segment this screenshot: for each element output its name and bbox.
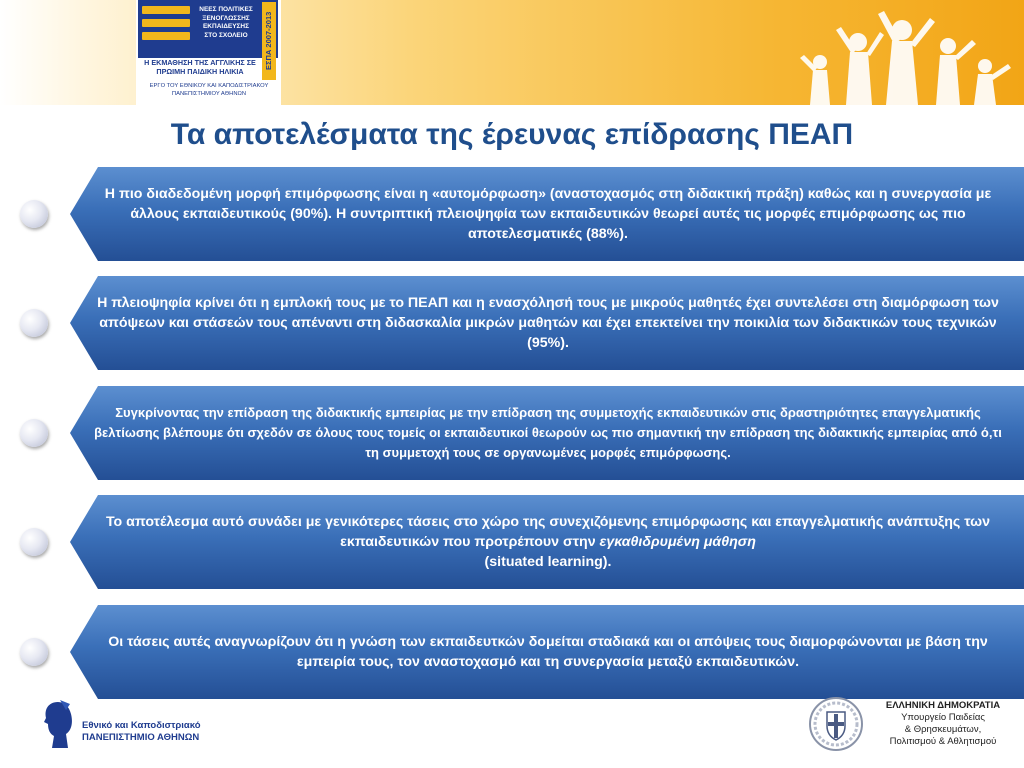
university-name-line: ΠΑΝΕΠΙΣΤΗΜΙΟ ΑΘΗΝΩΝ [82, 732, 200, 743]
bullet-text: Οι τάσεις αυτές αναγνωρίζουν ότι η γνώση των εκπαιδευτκών δομείται σταδιακά και οι απόψεις τους διαμορφώνονται με βάση την εμπειρία τους, τον αναστοχασμό και τη συνεργασία μεταξύ εκπαιδευτικών. [108, 634, 988, 670]
logo-line: ΠΑΝΕΠΙΣΤΗΜΙΟΥ ΑΘΗΝΩΝ [171, 90, 247, 97]
logo-line: ΠΡΩΙΜΗ ΠΑΙΔΙΚΗ ΗΛΙΚΙΑ [156, 67, 244, 76]
list-item [20, 495, 1016, 589]
bullet-text-italic: εγκαθιδρυμένη μάθηση [599, 534, 756, 550]
logo-line: ΞΕΝΟΓΛΩΣΣΗΣ [202, 14, 250, 22]
project-logo-credit [139, 83, 279, 98]
list-item [20, 276, 1016, 370]
bullet-text: Η πλειοψηφία κρίνει ότι η εμπλοκή τους με το ΠΕΑΠ και η ενασχόλησή τους με μικρούς μαθητές έχει συντελέσει στη διαμόρφωση των απόψεων και στάσεών τους απέναντι στη διδασκαλία μικρών μαθητών και έχει επεκτείνει την ποικιλία των διδακτικών τους τεχνικών (95%). [97, 295, 999, 351]
bullet-text: Συγκρίνοντας την επίδραση της διδακτικής εμπειρίας με την επίδραση της συμμετοχής εκπαιδευτικών στις δραστηριότητες επαγγελματικής βελτίωσης βλέπουμε ότι σχεδόν σε όλους τους τομείς οι εκπαιδευτικοί θεωρούν ως πιο σημαντική την επίδραση της διδακτικής εμπειρίας από ό,τι τη συμμετοχή τους σε οργανωμένες μορφές επιμόρφωσης. [94, 405, 1002, 460]
bullet-text [78, 495, 1018, 589]
book-stripes-icon [142, 6, 190, 48]
logo-line: ΕΚΠΑΙΔΕΥΣΗΣ [202, 23, 250, 30]
bullet-text-part: (situated learning). [484, 554, 612, 570]
list-item [20, 386, 1016, 480]
ministry-name-line: Πολιτισμού & Αθλητισμού [889, 736, 997, 747]
logo-line: ΝΕΕΣ ΠΟΛΙΤΙΚΕΣ [199, 6, 253, 13]
logo-line: ΕΡΓΟ ΤΟΥ ΕΘΝΙΚΟΥ ΚΑΙ ΚΑΠΟΔΙΣΤΡΙΑΚΟΥ [149, 83, 269, 89]
athena-head-icon [40, 700, 76, 750]
bullet-text-part: Το αποτέλεσμα αυτό συνάδει με γενικότερες τάσεις στο χώρο της συνεχιζόμενης επιμόρφωσης και επαγγελματικής ανάπτυξης των εκπαιδευτικών που προτρέπουν στην [105, 514, 991, 550]
ministry-name-line: Υπουργείο Παιδείας [901, 712, 985, 723]
logo-line: Η ΕΚΜΑΘΗΣΗ ΤΗΣ ΑΓΓΛΙΚΗΣ ΣΕ [144, 58, 256, 67]
ministry-name [870, 700, 1016, 748]
bullet-dot-icon [20, 200, 48, 228]
project-logo-title [196, 6, 256, 40]
project-logo-subtitle [139, 58, 261, 76]
university-name-line: Εθνικό και Καποδιστριακό [82, 720, 201, 731]
bullet-dot-icon [20, 419, 48, 447]
espa-label: ΕΣΠΑ 2007-2013 [262, 2, 276, 80]
list-item [20, 605, 1016, 699]
children-silhouette-icon [780, 0, 1024, 105]
bullet-dot-icon [20, 638, 48, 666]
list-item [20, 167, 1016, 261]
bullet-dot-icon [20, 528, 48, 556]
page-title: Τα αποτελέσματα της έρευνας επίδρασης ΠΕΑΠ [170, 118, 854, 151]
ministry-name-line: ΕΛΛΗΝΙΚΗ ΔΗΜΟΚΡΑΤΙΑ [885, 700, 1001, 711]
ministry-name-line: & Θρησκευμάτων, [904, 724, 982, 735]
university-logo [40, 700, 240, 750]
university-name [82, 720, 201, 744]
logo-line: ΣΤΟ ΣΧΟΛΕΙΟ [204, 31, 248, 39]
bullet-text-rich [88, 512, 1008, 572]
greek-coat-of-arms-icon [808, 696, 864, 752]
ministry-logo [808, 696, 1018, 756]
bullet-dot-icon [20, 309, 48, 337]
bullet-text: Η πιο διαδεδομένη μορφή επιμόρφωσης είναι η «αυτομόρφωση» (αναστοχασμός στη διδακτική πράξη) καθώς και η συνεργασία με άλλους εκπαιδευτικούς (90%). Η συντριπτική πλειοψηφία των εκπαιδευτικών θεωρεί αυτές τις μορφές επιμόρφωσης ως πιο αποτελεσματικές (88%). [104, 186, 992, 242]
